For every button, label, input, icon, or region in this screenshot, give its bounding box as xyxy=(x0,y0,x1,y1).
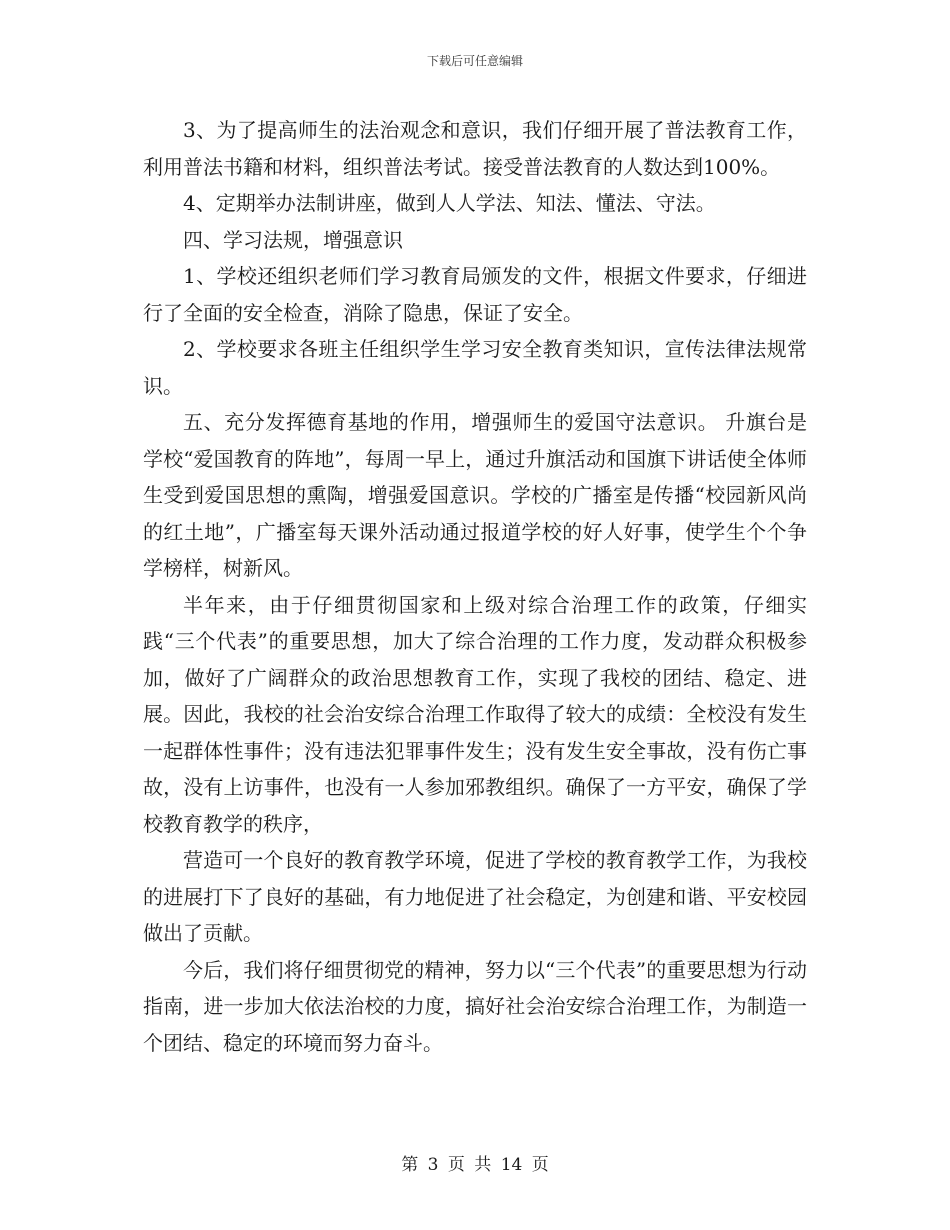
paragraph-half-year-summary: 半年来，由于仔细贯彻国家和上级对综合治理工作的政策，仔细实践“三个代表”的重要思想，加大了综合治理的工作力度，发动群众积极参加，做好了广阔群众的政治思想教育工作，实现了我校的团结、稳定、进展。因此，我校的社会治安综合治理工作取得了较大的成绩：全校没有发生一起群体性事件；没有违法犯罪事件发生；没有发生安全事故，没有伤亡事故，没有上访事件，也没有一人参加邪教组织。确保了一方平安，确保了学校教育教学的秩序， xyxy=(143,592,807,836)
paragraph-law-education: 3、为了提高师生的法治观念和意识，我们仔细开展了普法教育工作，利用普法书籍和材料，组织普法考试。接受普法教育的人数达到100%。 xyxy=(143,118,807,179)
document-body xyxy=(143,112,807,1061)
paragraph-safety-knowledge: 2、学校要求各班主任组织学生学习安全教育类知识，宣传法律法规常识。 xyxy=(143,337,807,398)
paragraph-safety-inspection: 1、学校还组织老师们学习教育局颁发的文件，根据文件要求，仔细进行了全面的安全检查，消除了隐患，保证了安全。 xyxy=(143,264,807,325)
section-heading-five: 五、充分发挥德育基地的作用，增强师生的爱国守法意识。 升旗台是学校“爱国教育的阵地”，每周一早上，通过升旗活动和国旗下讲话使全体师生受到爱国思想的熏陶，增强爱国意识。学校的广播室是传播“校园新风尚的红土地”，广播室每天课外活动通过报道学校的好人好事，使学生个个争学榜样，树新风。 xyxy=(143,410,807,580)
page-number: 第 3 页 共 14 页 xyxy=(401,1155,549,1175)
section-heading-four: 四、学习法规，增强意识 xyxy=(183,227,403,252)
paragraph-environment: 营造可一个良好的教育教学环境，促进了学校的教育教学工作，为我校的进展打下了良好的基础，有力地促进了社会稳定，为创建和谐、平安校园做出了贡献。 xyxy=(143,848,807,945)
page-header: 下载后可任意编辑 xyxy=(426,54,523,68)
paragraph-law-lectures: 4、定期举办法制讲座，做到人人学法、知法、懂法、守法。 xyxy=(183,191,716,215)
paragraph-future-plan: 今后，我们将仔细贯彻党的精神，努力以“三个代表”的重要思想为行动指南，进一步加大依法治校的力度，搞好社会治安综合治理工作，为制造一个团结、稳定的环境而努力奋斗。 xyxy=(143,957,807,1055)
